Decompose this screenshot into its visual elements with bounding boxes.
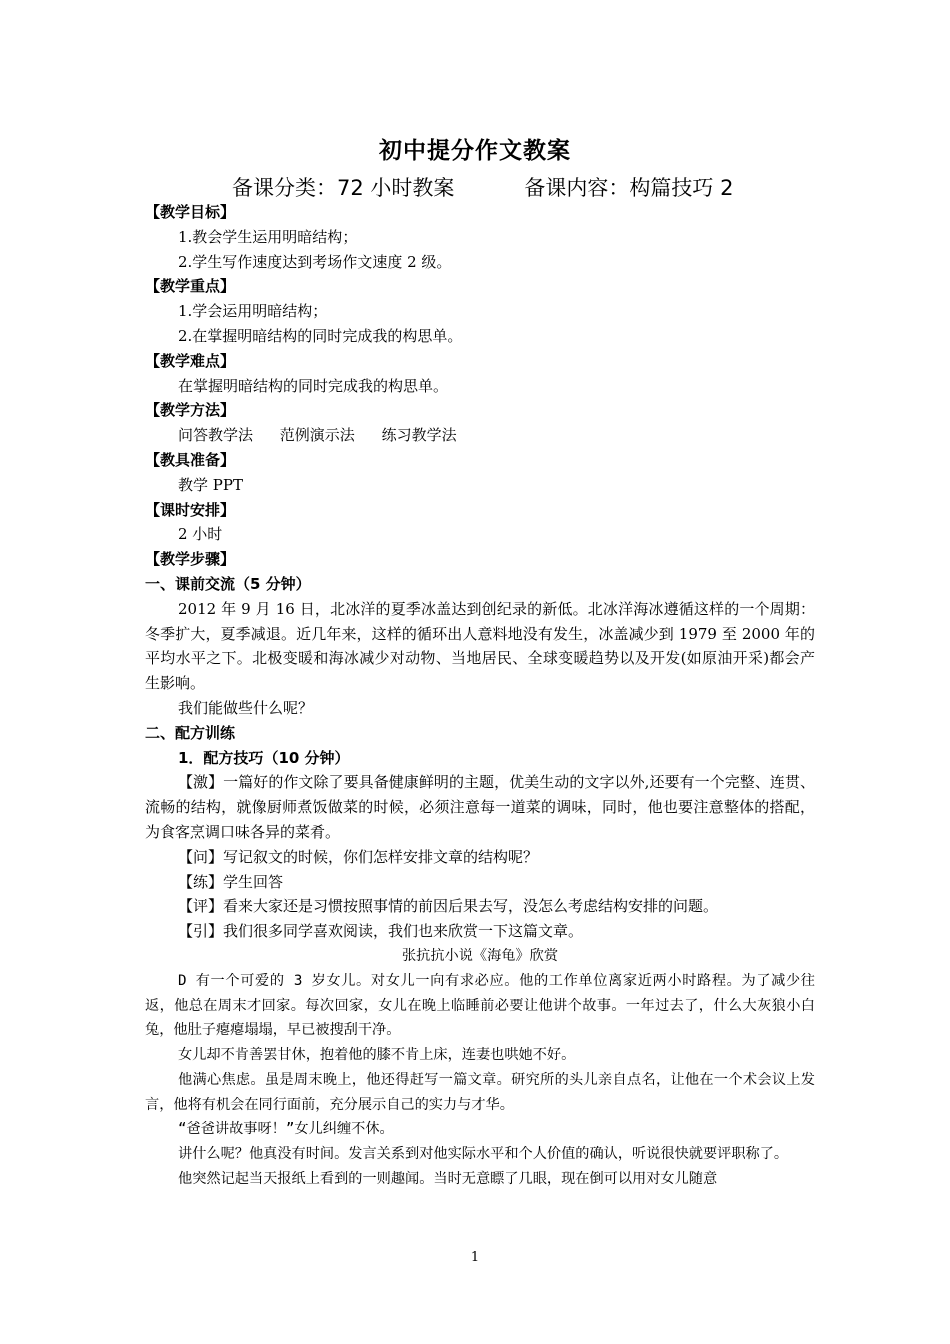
story-paragraph: “爸爸讲故事呀！”女儿纠缠不休。 [178, 1121, 394, 1138]
methods-heading: 【教学方法】 [145, 401, 236, 420]
part2-yin: 【引】我们很多同学喜欢阅读，我们也来欣赏一下这篇文章。 [178, 922, 584, 941]
difficulty-text: 在掌握明暗结构的同时完成我的构思单。 [178, 376, 449, 395]
method-item: 范例演示法 [279, 426, 355, 445]
part1-question: 我们能做些什么呢？ [178, 698, 314, 717]
part2-subheading: 1．配方技巧（10 分钟） [178, 748, 350, 767]
part1-paragraph: 2012 年 9 月 16 日，北冰洋的夏季冰盖达到创纪录的新低。北冰洋海冰遵循这样的一个周期：冬季扩大，夏季减退。近几年来，这样的循环出人意料地没有发生，冰盖减少到 1979 至 2000 年的平均水平之下。北极变暖和海冰减少对动物、当地居民、全球变暖趋势以及开发(如原油开采)都会产生影响。 [145, 599, 815, 693]
goal-item: 1.教会学生运用明暗结构； [178, 227, 358, 246]
part2-wen: 【问】写记叙文的时候，你们怎样安排文章的结构呢？ [178, 847, 539, 866]
method-item: 练习教学法 [381, 426, 457, 445]
page-number: 1 [470, 1250, 480, 1265]
focus-item: 2.在掌握明暗结构的同时完成我的构思单。 [178, 326, 463, 345]
story-title: 张抗抗小说《海龟》欣赏 [401, 947, 559, 964]
story-paragraph: 他突然记起当天报纸上看到的一则趣闻。当时无意瞟了几眼，现在倒可以用对女儿随意 [178, 1171, 718, 1188]
subtitle-content: 备课内容：构篇技巧 2 [524, 176, 734, 200]
methods-list [145, 423, 815, 448]
story-paragraph: 女儿却不肯善罢甘休，抱着他的膝不肯上床，连妻也哄她不好。 [178, 1047, 576, 1064]
focus-heading: 【教学重点】 [145, 277, 236, 296]
difficulty-heading: 【教学难点】 [145, 351, 236, 370]
schedule-text: 2 小时 [178, 525, 223, 544]
part2-ping: 【评】看来大家还是习惯按照事情的前因后果去写，没怎么考虑结构安排的问题。 [178, 897, 719, 916]
document-body [145, 200, 815, 1192]
schedule-heading: 【课时安排】 [145, 500, 236, 519]
story-paragraph: 他满心焦虑。虽是周末晚上，他还得赶写一篇文章。研究所的头儿亲自点名，让他在一个术会议上发言，他将有机会在同行面前，充分展示自己的实力与才华。 [145, 1071, 815, 1113]
tools-heading: 【教具准备】 [145, 450, 236, 469]
part2-ji: 【激】一篇好的作文除了要具备健康鲜明的主题，优美生动的文字以外,还要有一个完整、连贯、流畅的结构，就像厨师煮饭做菜的时候，必须注意每一道菜的调味，同时，他也要注意整体的搭配，为食客烹调口味各异的菜肴。 [145, 773, 815, 841]
focus-item: 1.学会运用明暗结构； [178, 302, 328, 321]
tools-text: 教学 PPT [178, 475, 243, 494]
goals-heading: 【教学目标】 [145, 203, 236, 221]
goal-item: 2.学生写作速度达到考场作文速度 2 级。 [178, 252, 452, 271]
story-paragraph: D 有一个可爱的 3 岁女儿。对女儿一向有求必应。他的工作单位离家近两小时路程。为了减少往返，他总在周末才回家。每次回家，女儿在晚上临睡前必要让他讲个故事。一年过去了，什么大灰狼小白兔，他肚子瘪瘪塌塌，早已被搜刮干净。 [145, 972, 815, 1039]
method-item: 问答教学法 [178, 426, 254, 445]
subtitle-category: 备课分类：72 小时教案 [232, 176, 455, 200]
document-subtitle [232, 172, 792, 202]
part2-heading: 二、配方训练 [145, 723, 236, 742]
story-paragraph: 讲什么呢？他真没有时间。发言关系到对他实际水平和个人价值的确认，听说很快就要评职称了。 [178, 1146, 789, 1163]
part1-heading: 一、课前交流（5 分钟） [145, 574, 311, 593]
document-title: 初中提分作文教案 [379, 137, 571, 164]
steps-heading: 【教学步骤】 [145, 550, 236, 569]
part2-lian: 【练】学生回答 [178, 872, 284, 891]
